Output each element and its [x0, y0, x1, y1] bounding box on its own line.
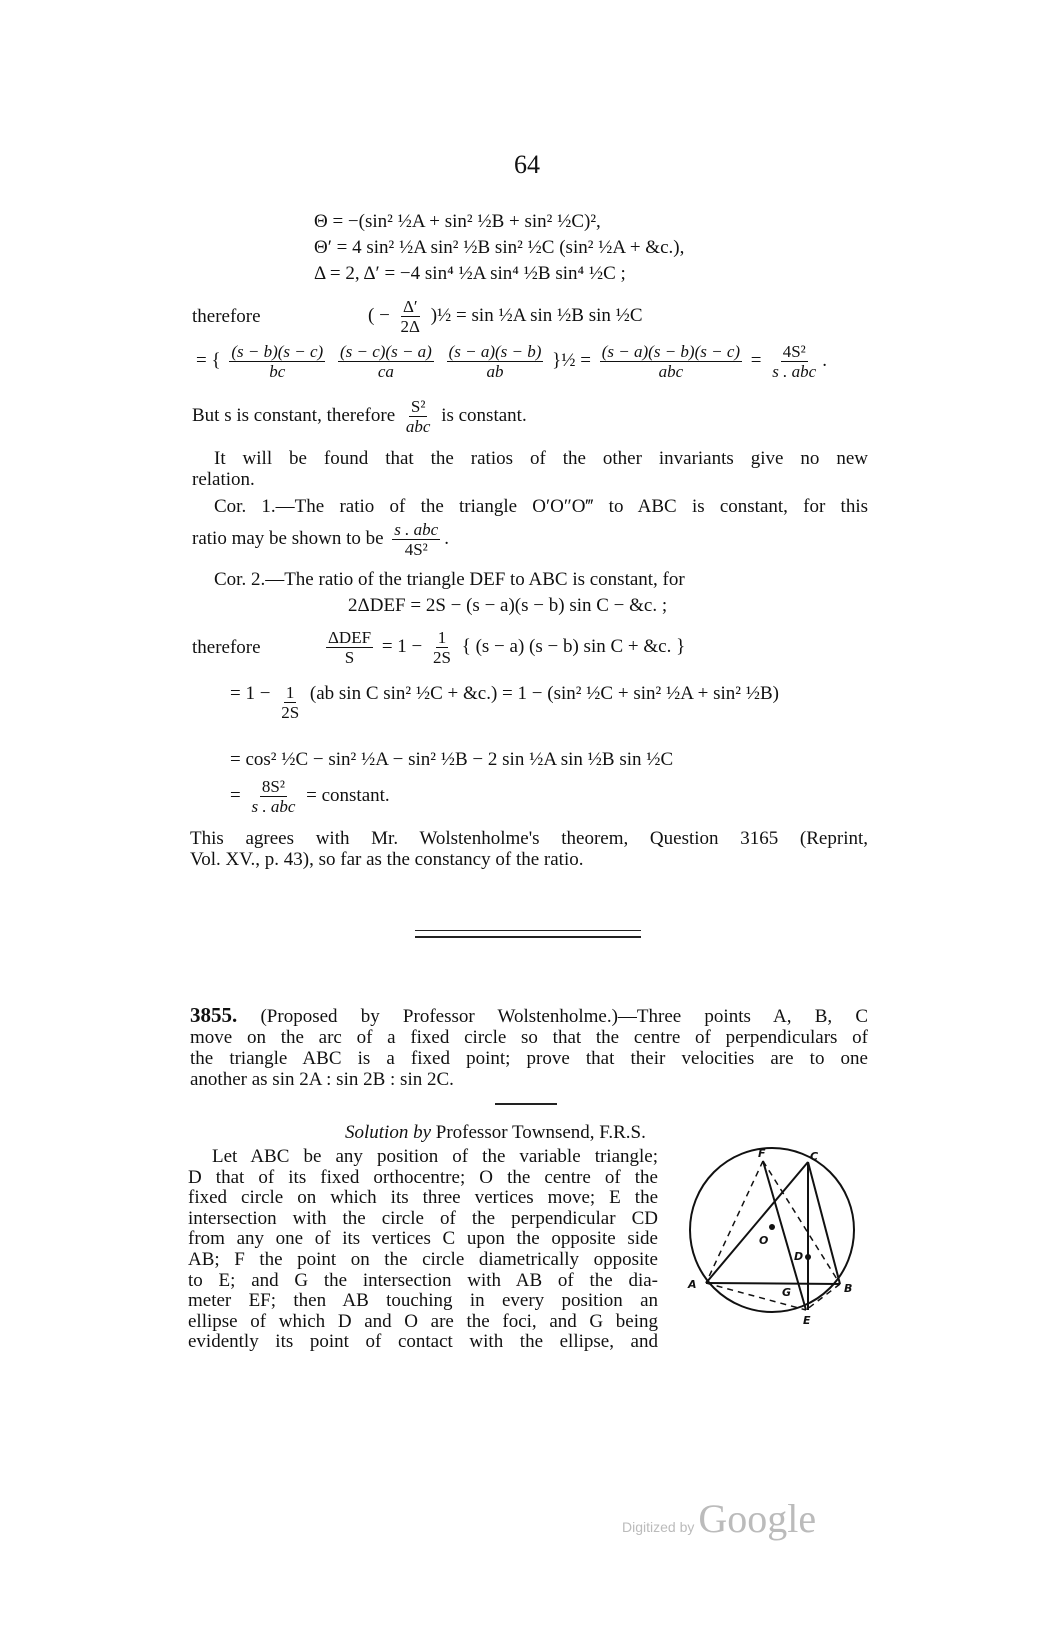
fraction [431, 628, 453, 667]
google-watermark [622, 1495, 816, 1542]
text-line: meter EF; then AB touching in every position an [188, 1290, 658, 1312]
fraction [447, 342, 544, 381]
text: (ab sin C sin² ½C + &c.) = 1 − (sin² ½C + sin² ½A + sin² ½B) [309, 682, 779, 704]
numerator: 1 [437, 628, 447, 647]
equals: = [750, 349, 762, 371]
text: = 1 − [230, 682, 271, 704]
text-line: This agrees with Mr. Wolstenholme's theorem, Question 3165 (Reprint, [190, 828, 868, 849]
dashed-fb [763, 1161, 840, 1284]
denominator: ab [486, 362, 504, 381]
denominator: s . abc [772, 362, 817, 381]
page-number: 64 [514, 150, 540, 179]
equation-therefore-1 [368, 297, 643, 336]
text-line: fixed circle on which its three vertices move; E the [188, 1187, 658, 1209]
numerator: (s − a)(s − b) [448, 342, 542, 361]
numerator: Δ′ [402, 297, 418, 316]
solution-heading [345, 1122, 646, 1144]
brace-close: }½ = [552, 349, 592, 371]
denominator: s . abc [251, 797, 296, 816]
circle-figure [680, 1145, 870, 1335]
text: But s is constant, therefore [192, 404, 396, 426]
double-rule-top [415, 930, 641, 931]
fraction [600, 342, 742, 381]
text-line: AB; F the point on the circle diametrically opposite [188, 1248, 658, 1270]
denominator: abc [658, 362, 684, 381]
text-line [190, 1005, 868, 1027]
numerator: (s − b)(s − c) [231, 342, 324, 361]
fraction [404, 397, 433, 436]
fraction [326, 628, 373, 667]
numerator: S² [410, 397, 426, 416]
paren-open: ( − [368, 304, 390, 326]
cor2-equation-4: = cos² ½C − sin² ½A − sin² ½B − 2 sin ½A sin ½B sin ½C [230, 749, 674, 770]
text: { (s − a) (s − b) sin C + &c. } [461, 635, 686, 657]
equation-delta: Δ = 2, Δ′ = −4 sin⁴ ½A sin⁴ ½B sin⁴ ½C ; [314, 263, 626, 284]
label-g: G [782, 1286, 792, 1299]
label-c: C [810, 1150, 819, 1163]
denominator: abc [405, 417, 431, 436]
numerator: 1 [285, 683, 295, 702]
text-line: Let ABC be any position of the variable triangle; [212, 1146, 658, 1167]
cor2-equation-2 [322, 628, 685, 667]
but-line [192, 397, 527, 436]
line-ab [706, 1283, 840, 1284]
text: Solution by [345, 1122, 432, 1143]
dashed-fa [706, 1161, 763, 1283]
problem-number: 3855. [190, 1003, 238, 1027]
denominator: bc [269, 362, 286, 381]
text-line: D that of its fixed orthocentre; O the centre of the [188, 1166, 658, 1188]
agrees-paragraph [190, 828, 868, 870]
text-line: another as sin 2A : sin 2B : sin 2C. [190, 1069, 454, 1090]
period: . [444, 527, 449, 549]
text-line: from any one of its vertices C upon the opposite side [188, 1228, 658, 1250]
point-d [805, 1254, 811, 1260]
therefore-label: therefore [192, 306, 261, 327]
brace-open: = { [196, 349, 221, 371]
fraction [229, 342, 325, 381]
label-o: O [759, 1234, 769, 1247]
text-line: to E; and G the intersection with AB of the dia- [188, 1269, 658, 1291]
text-line: relation. [192, 469, 255, 490]
text: is constant. [441, 404, 527, 426]
text: = 1 − [381, 635, 423, 657]
numerator: ΔDEF [328, 628, 372, 647]
numerator: 8S² [261, 777, 285, 796]
invariants-paragraph [192, 448, 868, 490]
equation-theta: Θ = −(sin² ½A + sin² ½B + sin² ½C)², [314, 211, 601, 232]
text: Professor Townsend, F.R.S. [435, 1122, 646, 1143]
text-line: evidently its point of contact with the ellipse, and [188, 1331, 658, 1353]
point-o [769, 1224, 775, 1230]
numerator: (s − a)(s − b)(s − c) [601, 342, 741, 361]
cor1-line1: Cor. 1.—The ratio of the triangle O′O″O‴ to ABC is constant, for this [214, 496, 868, 517]
label-d: D [794, 1250, 804, 1263]
therefore-label-2: therefore [192, 637, 261, 658]
text-line: ellipse of which D and O are the foci, and G being [188, 1310, 658, 1332]
fraction [279, 683, 301, 722]
period: . [822, 349, 827, 371]
label-e: E [803, 1314, 811, 1327]
cor2-line1: Cor. 2.—The ratio of the triangle DEF to ABC is constant, for [214, 569, 685, 590]
equation-line-2 [196, 342, 827, 381]
equation-theta-prime: Θ′ = 4 sin² ½A sin² ½B sin² ½C (sin² ½A + &c.), [314, 237, 685, 258]
fraction [338, 342, 434, 381]
line-cb [808, 1162, 840, 1284]
text-line: It will be found that the ratios of the other invariants give no new [214, 448, 868, 469]
google-logo: Google [698, 1496, 817, 1541]
equation-rest: )½ = sin ½A sin ½B sin ½C [430, 304, 643, 326]
double-rule-bottom [415, 936, 641, 938]
fraction [770, 342, 818, 381]
dashed-be [806, 1284, 840, 1310]
text: = constant. [306, 784, 390, 806]
numerator: (s − c)(s − a) [339, 342, 432, 361]
cor2-equation-1: 2ΔDEF = 2S − (s − a)(s − b) sin C − &c. ; [348, 595, 668, 616]
fraction [249, 777, 297, 816]
text: = [230, 784, 241, 806]
numerator: s . abc [394, 520, 439, 539]
text-line: intersection with the circle of the perpendicular CD [188, 1207, 658, 1229]
label-f: F [758, 1147, 766, 1160]
cor2-equation-3 [230, 675, 779, 722]
denominator: ca [377, 362, 394, 381]
solution-paragraph [188, 1147, 658, 1353]
denominator: 4S² [404, 540, 428, 559]
numerator: 4S² [782, 342, 806, 361]
text-line: the triangle ABC is a fixed point; prove that their velocities are to one [190, 1048, 868, 1069]
fraction [399, 297, 422, 336]
denominator: S [344, 648, 355, 667]
text: (Proposed by Professor Wolstenholme.)—Three points A, B, C [260, 1006, 869, 1027]
text-line: Vol. XV., p. 43), so far as the constancy of the ratio. [190, 849, 584, 870]
fraction [392, 520, 440, 559]
problem-3855 [190, 1005, 868, 1090]
denominator: 2S [433, 648, 451, 667]
label-a: A [688, 1278, 697, 1291]
denominator: 2Δ [400, 317, 420, 336]
denominator: 2S [281, 703, 300, 722]
label-b: B [844, 1282, 853, 1295]
watermark-prefix: Digitized by [622, 1519, 695, 1535]
text-line: move on the arc of a fixed circle so that the centre of perpendiculars of [190, 1027, 868, 1048]
short-rule [495, 1103, 557, 1105]
text: ratio may be shown to be [192, 527, 384, 549]
cor1-line2 [192, 520, 449, 559]
cor2-equation-5 [230, 777, 390, 816]
